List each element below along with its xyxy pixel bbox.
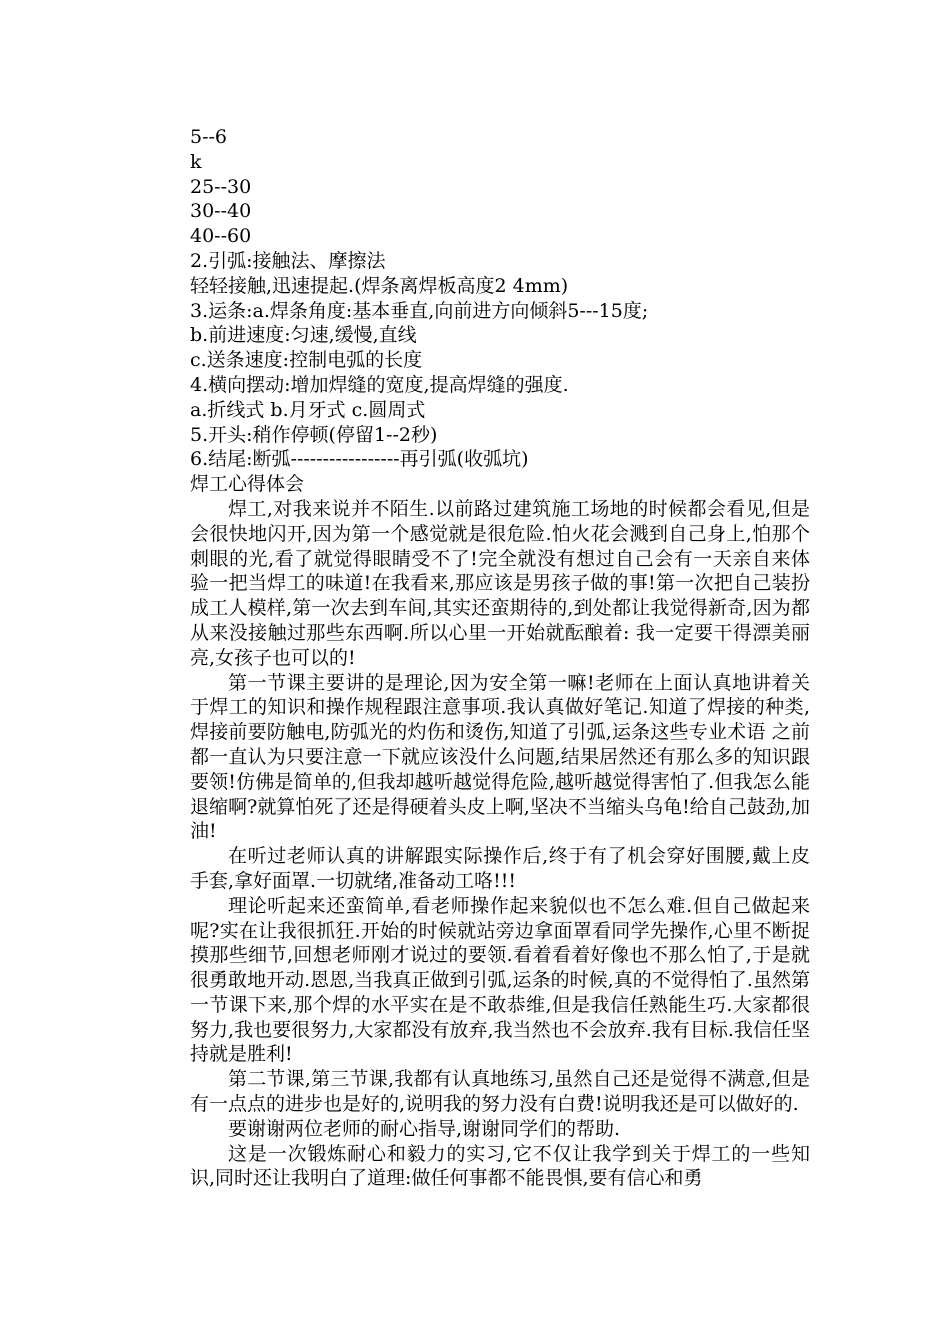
- essay-paragraph: 在听过老师认真的讲解跟实际操作后,终于有了机会穿好围腰,戴上皮手套,拿好面罩.一切就绪,准备动工咯!!!: [190, 845, 810, 892]
- step-line: a.折线式 b.月牙式 c.圆周式: [190, 398, 426, 421]
- essay-paragraph: 第一节课主要讲的是理论,因为安全第一嘛!老师在上面认真地讲着关于焊工的知识和操作规程跟注意事项.我认真做好笔记.知道了焊接的种类,焊接前要防触电,防弧光的灼伤和烫伤,知道了引弧,运条这些专业术语 之前都一直认为只要注意一下就应该没什么问题,结果居然还有那么多的知识跟要领!仿佛是简单的,但我却越听越觉得危险,越听越觉得害怕了.但我怎么能退缩啊?就算怕死了还是得硬着头皮上啊,坚决不当缩头乌龟!给自己鼓劲,加油!: [190, 671, 810, 843]
- table-cell-text: 5--6: [190, 126, 228, 148]
- table-cell-text: k: [190, 150, 202, 173]
- step-line: 2.引弧:接触法、摩擦法: [190, 249, 386, 272]
- step-line: 5.开头:稍作停顿(停留1--2秒): [190, 423, 438, 446]
- step-line: c.送条速度:控制电弧的长度: [190, 349, 423, 372]
- table-cell-text: 40--60: [190, 225, 252, 248]
- step-line: 轻轻接触,迅速提起.(焊条离焊板高度2 4mm): [190, 274, 569, 297]
- document-body: [190, 125, 810, 1191]
- essay-title: 焊工心得体会: [190, 473, 305, 496]
- table-cell-text: 30--40: [190, 200, 252, 223]
- step-line: b.前进速度:匀速,缓慢,直线: [190, 324, 417, 347]
- essay-paragraph: 要谢谢两位老师的耐心指导,谢谢同学们的帮助.: [228, 1117, 621, 1140]
- step-line: 3.运条:a.焊条角度:基本垂直,向前进方向倾斜5---15度;: [190, 299, 649, 322]
- table-cell-text: 25--30: [190, 175, 252, 198]
- step-line: 4.横向摆动:增加焊缝的宽度,提高焊缝的强度.: [190, 373, 569, 396]
- essay-paragraph: 焊工,对我来说并不陌生.以前路过建筑施工场地的时候都会看见,但是会很快地闪开,因为第一个感觉就是很危险.怕火花会溅到自己身上,怕那个刺眼的光,看了就觉得眼睛受不了!完全就没有想过自己会有一天亲自来体验一把当焊工的味道!在我看来,那应该是男孩子做的事!第一次把自己装扮成工人模样,第一次去到车间,其实还蛮期待的,到处都让我觉得新奇,因为都从来没接触过那些东西啊.所以心里一开始就酝酿着: 我一定要干得漂美丽亮,女孩子也可以的!: [190, 497, 810, 669]
- essay-paragraph: 理论听起来还蛮简单,看老师操作起来貌似也不怎么难.但自己做起来呢?实在让我很抓狂.开始的时候就站旁边拿面罩看同学先操作,心里不断捉摸那些细节,回想老师刚才说过的要领.看着看着好像也不那么怕了,于是就很勇敢地开动.恩恩,当我真正做到引弧,运条的时候,真的不觉得怕了.虽然第一节课下来,那个焊的水平实在是不敢恭维,但是我信任熟能生巧.大家都很努力,我也要很努力,大家都没有放弃,我当然也不会放弃.我有目标.我信任坚持就是胜利!: [190, 894, 810, 1066]
- step-line: 6.结尾:断弧-----------------再引弧(收弧坑): [190, 448, 529, 471]
- essay-paragraph: 这是一次锻炼耐心和毅力的实习,它不仅让我学到关于焊工的一些知识,同时还让我明白了道理:做任何事都不能畏惧,要有信心和勇: [190, 1142, 810, 1190]
- essay-paragraph: 第二节课,第三节课,我都有认真地练习,虽然自己还是觉得不满意,但是有一点点的进步也是好的,说明我的努力没有白费!说明我还是可以做好的.: [190, 1068, 810, 1116]
